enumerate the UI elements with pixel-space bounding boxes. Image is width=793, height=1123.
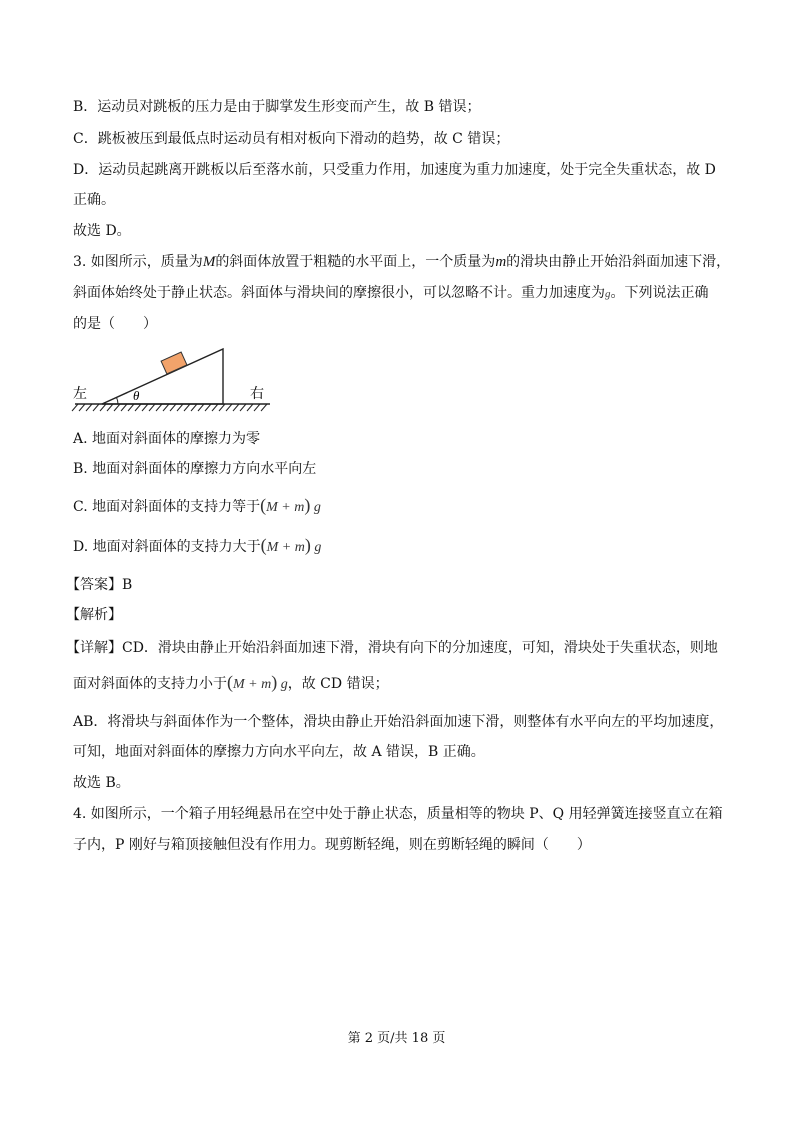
option-c [73, 495, 321, 518]
hatch-mark [191, 404, 197, 411]
text-span: C. 地面对斜面体的支持力等于 [73, 499, 261, 515]
math-m-plus-m: M + m [266, 500, 305, 515]
angle-label: θ [133, 388, 140, 403]
question-3-line-3: 的是（ ） [73, 316, 157, 332]
text-span: 斜面体始终处于静止状态。斜面体与滑块间的摩擦很小，可以忽略不计。重力加速度为 [73, 285, 605, 301]
incline-wedge [102, 349, 223, 404]
select-line: 故选 B。 [73, 775, 130, 791]
math-g: g [313, 500, 321, 515]
math-m: m [495, 254, 507, 270]
hatch-mark [233, 404, 239, 411]
math-g: g [280, 677, 288, 692]
hatch-mark [107, 404, 113, 411]
hatch-mark [247, 404, 253, 411]
text-line: B．运动员对跳板的压力是由于脚掌发生形变而产生，故 B 错误； [73, 99, 481, 115]
text-span: 的滑块由静止开始沿斜面加速下滑， [506, 254, 731, 270]
analysis-heading: 【解析】 [66, 607, 122, 623]
question-4-line-2: 子内，P 刚好与箱顶接触但没有作用力。现剪断轻绳，则在剪断轻绳的瞬间（ ） [73, 837, 591, 853]
hatch-mark [121, 404, 127, 411]
text-span: 。下列说法正确 [610, 285, 709, 301]
hatch-mark [261, 404, 267, 411]
right-label: 右 [250, 386, 264, 402]
text-line: C．跳板被压到最低点时运动员有相对板向下滑动的趋势，故 C 错误； [73, 131, 510, 147]
hatch-mark [254, 404, 260, 411]
hatch-mark [93, 404, 99, 411]
text-span: 面对斜面体的支持力小于 [73, 676, 227, 692]
text-span: D. 地面对斜面体的支持力大于 [73, 539, 261, 555]
angle-arc [117, 397, 119, 404]
hatch-mark [212, 404, 218, 411]
incline-figure [70, 344, 280, 414]
math-expression: (M + m) g [227, 672, 288, 692]
option-b: B. 地面对斜面体的摩擦力方向水平向左 [73, 461, 317, 477]
answer-line: 【答案】B [66, 577, 133, 593]
hatch-mark [219, 404, 225, 411]
option-a: A. 地面对斜面体的摩擦力为零 [73, 431, 261, 447]
text-span: 3. 如图所示，质量为 [73, 254, 203, 270]
detail-line-2 [73, 672, 389, 695]
left-label: 左 [73, 386, 87, 402]
ab-line-2: 可知，地面对斜面体的摩擦力方向水平向左，故 A 错误，B 正确。 [73, 744, 485, 760]
question-3-line-2 [73, 283, 709, 304]
hatch-mark [226, 404, 232, 411]
hatch-mark [149, 404, 155, 411]
hatch-mark [170, 404, 176, 411]
hatch-mark [128, 404, 134, 411]
ground-hatch [72, 404, 267, 411]
hatch-mark [240, 404, 246, 411]
hatch-mark [135, 404, 141, 411]
detail-line-1: 【详解】CD．滑块由静止开始沿斜面加速下滑，滑块有向下的分加速度，可知，滑块处于失重状态，则地 [66, 640, 718, 656]
math-expression: (M + m) g [260, 495, 321, 515]
hatch-mark [86, 404, 92, 411]
hatch-mark [184, 404, 190, 411]
hatch-mark [79, 404, 85, 411]
sliding-block [161, 352, 187, 374]
text-line: 故选 D。 [73, 223, 131, 239]
text-line: D．运动员起跳离开跳板以后至落水前，只受重力作用，加速度为重力加速度，处于完全失重状态，故 D [73, 162, 716, 178]
math-m-plus-m: M + m [266, 540, 305, 555]
hatch-mark [114, 404, 120, 411]
math-g: g [605, 288, 611, 300]
hatch-mark [177, 404, 183, 411]
option-d [73, 535, 321, 558]
hatch-mark [72, 404, 78, 411]
question-4-line-1: 4. 如图所示，一个箱子用轻绳悬吊在空中处于静止状态，质量相等的物块 P、Q 用轻弹簧连接竖直立在箱 [73, 806, 723, 822]
hatch-mark [163, 404, 169, 411]
page-footer: 第 2 页/共 18 页 [347, 1031, 446, 1046]
math-m-plus-m: M + m [233, 677, 272, 692]
text-span: ，故 CD 错误； [287, 676, 389, 692]
hatch-mark [205, 404, 211, 411]
math-g: g [314, 540, 322, 555]
math-M: M [202, 254, 216, 270]
question-3-line-1 [73, 252, 730, 272]
hatch-mark [198, 404, 204, 411]
text-span: 的斜面体放置于粗糙的水平面上，一个质量为 [215, 254, 496, 270]
text-line: 正确。 [73, 192, 115, 208]
hatch-mark [142, 404, 148, 411]
math-expression: (M + m) g [260, 535, 322, 555]
ab-line-1: AB．将滑块与斜面体作为一个整体，滑块由静止开始沿斜面加速下滑，则整体有水平向左的平均加速度， [73, 714, 724, 730]
hatch-mark [156, 404, 162, 411]
hatch-mark [100, 404, 106, 411]
